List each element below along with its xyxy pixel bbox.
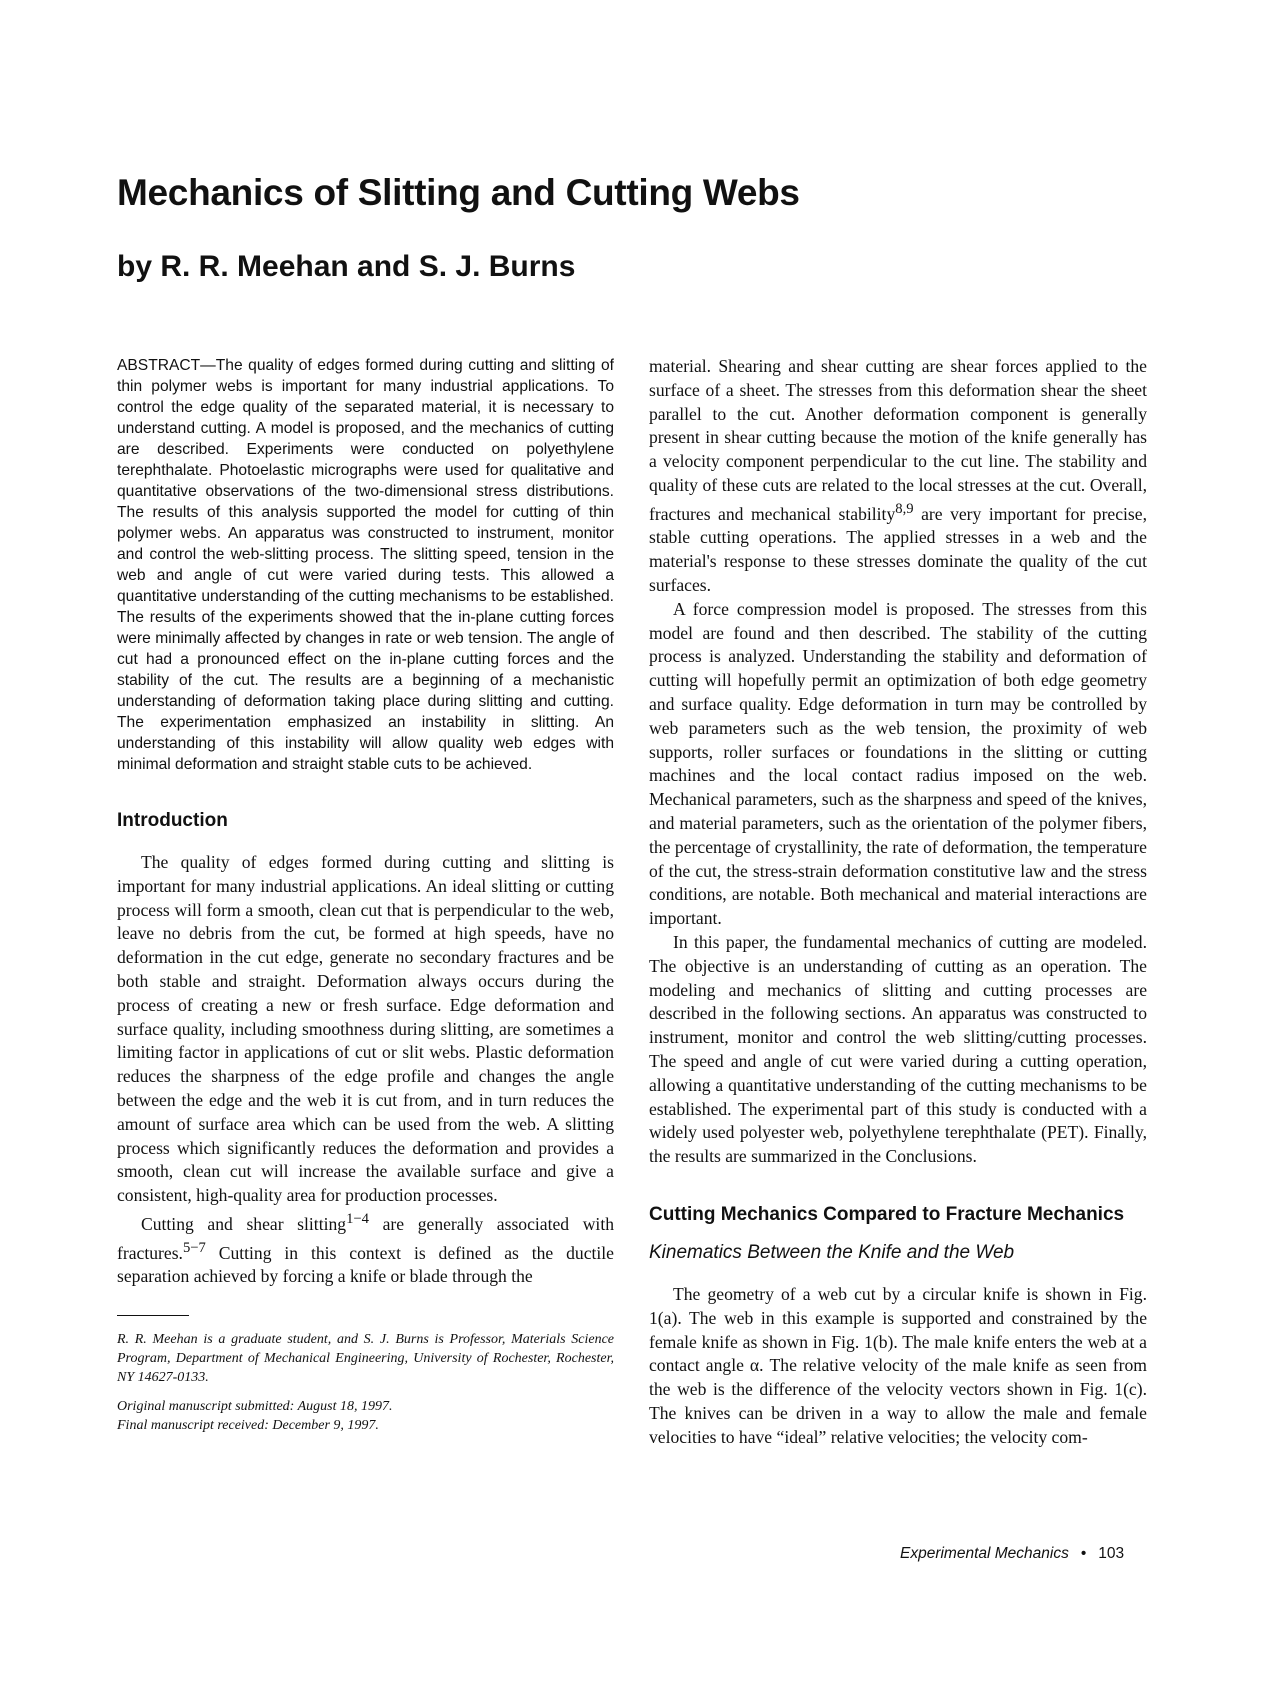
citation-1-4: 1−4 (346, 1210, 369, 1227)
right-p1-text-b: are very important for precise, stable cutting operations. The applied stresses in a web and the material's response to these stresses dominate the quality of the cut surfaces. (649, 503, 1147, 596)
paper-authors: by R. R. Meehan and S. J. Burns (117, 250, 576, 283)
right-paragraph-3: In this paper, the fundamental mechanics of cutting are modeled. The objective is an understanding of cutting as an operation. The modeling and mechanics of slitting and cutting processes are described in the following sections. An apparatus was constructed to instrument, monitor and control the web slitting/cutting processes. The speed and angle of cut were varied during a cutting operation, allowing a quantitative understanding of the cutting mechanisms to be established. The experimental part of this study is conducted with a widely used polyester web, polyethylene terephthalate (PET). Finally, the results are summarized in the Conclusions. (649, 931, 1147, 1167)
footnote-divider (117, 1315, 189, 1316)
right-paragraph-1 (649, 355, 1147, 598)
introduction-paragraph-1: The quality of edges formed during cutting and slitting is important for many industrial applications. An ideal slitting or cutting process will form a smooth, clean cut that is perpendicular to the web, leave no debris from the cut, be formed at high speeds, have no deformation in the cut edge, generate no secondary fractures and be both stable and straight. Deformation always occurs during the process of creating a new or fresh surface. Edge deformation and surface quality, including smoothness during slitting, are sometimes a limiting factor in applications of cut or slit webs. Plastic deformation reduces the sharpness of the edge profile and changes the angle between the edge and the web it is cut from, and in turn reduces the amount of surface area which can be used from the web. A slitting process which significantly reduces the deformation and provides a smooth, clean cut will increase the available surface and give a consistent, high-quality area for production processes. (117, 852, 614, 1206)
citation-8-9: 8,9 (895, 500, 914, 517)
right-paragraph-2: A force compression model is proposed. The stresses from this model are found and then described. The stability of the cutting process is analyzed. Understanding the stability and deformation of cutting will hopefully permit an optimization of both edge geometry and surface quality. Edge deformation in turn may be controlled by web parameters such as the web tension, the proximity of web supports, roller surfaces or foundations in the slitting or cutting machines and the local contact radius imposed on the web. Mechanical parameters, such as the sharpness and speed of the knives, and material parameters, such as the orientation of the polymer fibers, the percentage of crystallinity, the rate of deformation, the temperature of the cut, the stress-strain deformation constitutive law and the stress conditions, are notable. Both mechanical and material interactions are important. (649, 598, 1147, 929)
right-p1-text-a: material. Shearing and shear cutting are shear forces applied to the surface of a sheet. The stresses from this deformation shear the sheet parallel to the cut. Another deformation component is generally present in shear cutting because the motion of the knife generally has a velocity component perpendicular to the cut line. The stability and quality of these cuts are related to the local stresses at the cut. Overall, fractures and mechanical stability (649, 356, 1147, 524)
right-column (649, 355, 1147, 1450)
footer-bullet: • (1080, 1545, 1087, 1562)
left-column (117, 355, 614, 1435)
intro-p2-text-c: Cutting in this context is defined as the ductile separation achieved by forcing a knife or blade through the (117, 1242, 614, 1287)
journal-name: Experimental Mechanics (900, 1545, 1069, 1562)
citation-5-7: 5−7 (182, 1239, 206, 1256)
footnote-received: Final manuscript received: December 9, 1997. (117, 1418, 379, 1434)
paper-title: Mechanics of Slitting and Cutting Webs (117, 172, 800, 213)
intro-p2-text-a: Cutting and shear slitting (141, 1213, 347, 1234)
introduction-heading: Introduction (117, 810, 228, 831)
abstract: ABSTRACT—The quality of edges formed during cutting and slitting of thin polymer webs is important for many industrial applications. To control the edge quality of the separated material, it is necessary to understand cutting. A model is proposed, and the mechanics of cutting are described. Experiments were conducted on polyethylene terephthalate. Photoelastic micrographs were used for qualitative and quantitative observations of the two-dimensional stress distributions. The results of this analysis supported the model for cutting of thin polymer webs. An apparatus was constructed to instrument, monitor and control the web-slitting process. The slitting speed, tension in the web and angle of cut were varied during tests. This allowed a quantitative understanding of the cutting mechanisms to be established. The results of the experiments showed that the in-plane cutting forces were minimally affected by changes in rate or web tension. The angle of cut had a pronounced effect on the in-plane cutting forces and the stability of the cut. The results are a beginning of a mechanistic understanding of deformation taking place during slitting and cutting. The experimentation emphasized an instability in slitting. An understanding of this instability will allow quality web edges with minimal deformation and straight stable cuts to be achieved. (117, 357, 614, 773)
page-footer (900, 1545, 1124, 1563)
intro-p2-text-b: are generally associated with fractures. (117, 1213, 615, 1263)
footnote-submitted: Original manuscript submitted: August 18, 1997. (117, 1399, 393, 1415)
right-paragraph-4: The geometry of a web cut by a circular knife is shown in Fig. 1(a). The web in this example is supported and constrained by the female knife as shown in Fig. 1(b). The male knife enters the web at a contact angle α. The relative velocity of the male knife as seen from the web is the difference of the velocity vectors shown in Fig. 1(c). The knives can be driven in a way to allow the male and female velocities to have “ideal” relative velocities; the velocity com- (649, 1283, 1147, 1447)
footnote-affiliation: R. R. Meehan is a graduate student, and S. J. Burns is Professor, Materials Science Program, Department of Mechanical Engineering, University of Rochester, Rochester, NY 14627-0133. (117, 1332, 614, 1386)
introduction-paragraph-2 (117, 1208, 614, 1289)
cutting-mechanics-heading: Cutting Mechanics Compared to Fracture Mechanics (649, 1203, 1125, 1225)
page-number: 103 (1098, 1545, 1125, 1562)
kinematics-subheading: Kinematics Between the Knife and the Web (649, 1241, 1015, 1263)
